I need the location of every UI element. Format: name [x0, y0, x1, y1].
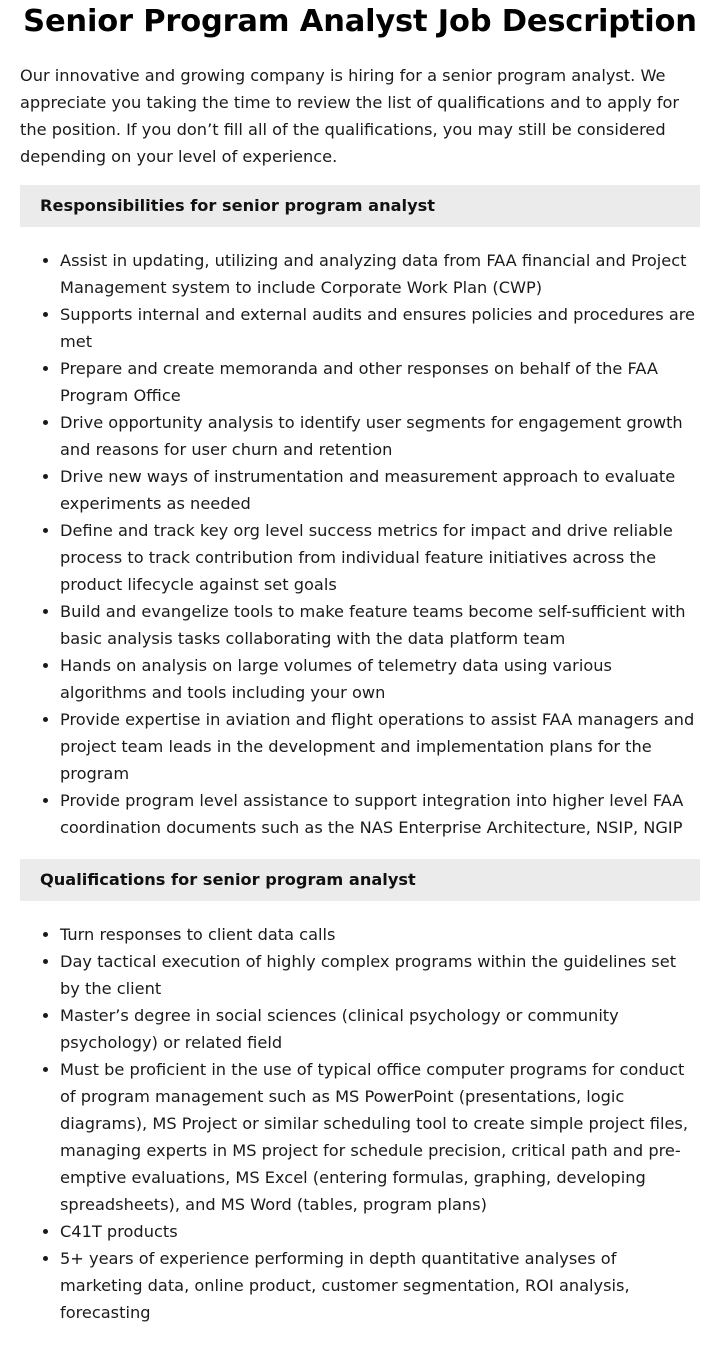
responsibilities-heading: Responsibilities for senior program analyst — [20, 185, 700, 227]
list-item: • Master’s degree in social sciences (clinical psychology or community psychology) or related field — [60, 1002, 700, 1056]
list-item: • Build and evangelize tools to make feature teams become self-sufficient with basic analysis tasks collaborating with the data platform team — [60, 598, 700, 652]
list-item: • Must be proficient in the use of typical office computer programs for conduct of program management such as MS PowerPoint (presentations, logic diagrams), MS Project or similar scheduling tool to create simple project files, managing experts in MS project for schedule precision, critical path and pre-emptive evaluations, MS Excel (entering formulas, graphing, developing spreadsheets), and MS Word (tables, program plans) — [60, 1056, 700, 1218]
list-item: • Assist in updating, utilizing and analyzing data from FAA financial and Project Management system to include Corporate Work Plan (CWP) — [60, 247, 700, 301]
page-title: Senior Program Analyst Job Description — [23, 4, 697, 39]
list-item: • Turn responses to client data calls — [60, 921, 700, 948]
list-item: • Provide expertise in aviation and flight operations to assist FAA managers and project team leads in the development and implementation plans for the program — [60, 706, 700, 787]
qualifications-list — [20, 921, 700, 1326]
responsibilities-list — [20, 247, 700, 841]
list-item: • Define and track key org level success metrics for impact and drive reliable process to track contribution from individual feature initiatives across the product lifecycle against set goals — [60, 517, 700, 598]
list-item: • Provide program level assistance to support integration into higher level FAA coordination documents such as the NAS Enterprise Architecture, NSIP, NGIP — [60, 787, 700, 841]
list-item: • Day tactical execution of highly complex programs within the guidelines set by the client — [60, 948, 700, 1002]
list-item: • 5+ years of experience performing in depth quantitative analyses of marketing data, online product, customer segmentation, ROI analysis, forecasting — [60, 1245, 700, 1326]
list-item: • Drive opportunity analysis to identify user segments for engagement growth and reasons for user churn and retention — [60, 409, 700, 463]
list-item: • Hands on analysis on large volumes of telemetry data using various algorithms and tools including your own — [60, 652, 700, 706]
list-item: • Drive new ways of instrumentation and measurement approach to evaluate experiments as needed — [60, 463, 700, 517]
list-item: • C41T products — [60, 1218, 700, 1245]
list-item: • Prepare and create memoranda and other responses on behalf of the FAA Program Office — [60, 355, 700, 409]
qualifications-heading: Qualifications for senior program analyst — [20, 859, 700, 901]
list-item: • Supports internal and external audits and ensures policies and procedures are met — [60, 301, 700, 355]
intro-paragraph: Our innovative and growing company is hiring for a senior program analyst. We appreciate you taking the time to review the list of qualifications and to apply for the position. If you don’t fill all of the qualifications, you may still be considered depending on your level of experience. — [20, 66, 680, 166]
